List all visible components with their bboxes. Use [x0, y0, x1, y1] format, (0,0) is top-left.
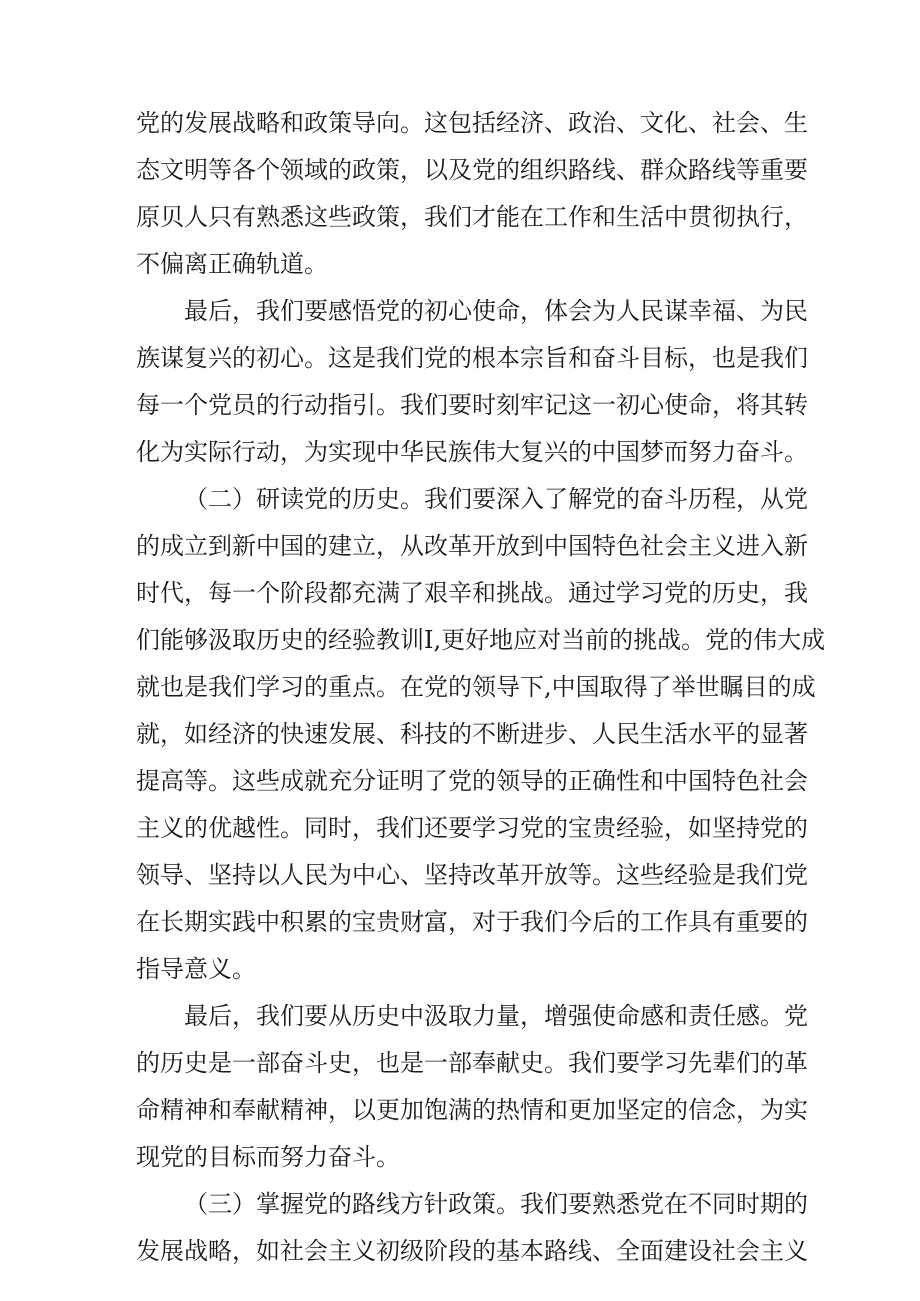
text-line: 提高等。这些成就充分证明了党的领导的正确性和中国特色社会 — [136, 767, 808, 795]
section-heading-line: （三）掌握党的路线方针政策。我们要熟悉党在不同时期的 — [184, 1190, 808, 1218]
text-line: 原贝人只有熟悉这些政策，我们才能在工作和生活中贯彻执行， — [136, 203, 808, 231]
text-line: 就也是我们学习的重点。在党的领导下,中国取得了举世瞩目的成 — [136, 673, 816, 701]
text-line: 族谋复兴的初心。这是我们党的根本宗旨和奋斗目标，也是我们 — [136, 344, 808, 372]
text-line: 命精神和奉献精神，以更加饱满的热情和更加坚定的信念，为实 — [136, 1096, 808, 1124]
text-line: 们能够汲取历史的经验教训I,更好地应对当前的挑战。党的伟大成 — [136, 626, 826, 654]
text-line: 最后，我们要感悟党的初心使命，体会为人民谋幸福、为民 — [184, 297, 808, 325]
text-line: 主义的优越性。同时，我们还要学习党的宝贵经验，如坚持党的 — [136, 814, 808, 842]
text-line: 最后，我们要从历史中汲取力量，增强使命感和责任感。党 — [184, 1002, 808, 1030]
text-line: 党的发展战略和政策导向。这包括经济、政治、文化、社会、生 — [136, 109, 808, 137]
text-line: 就，如经济的快速发展、科技的不断进步、人民生活水平的显著 — [136, 720, 808, 748]
text-line: 领导、坚持以人民为中心、坚持改革开放等。这些经验是我们党 — [136, 861, 808, 889]
text-line: 不偏离正确轨道。 — [136, 250, 328, 278]
text-line: 的历史是一部奋斗史，也是一部奉献史。我们要学习先辈们的革 — [136, 1049, 808, 1077]
text-line: 时代，每一个阶段都充满了艰辛和挑战。通过学习党的历史，我 — [136, 579, 808, 607]
text-line: 的成立到新中国的建立，从改革开放到中国特色社会主义进入新 — [136, 532, 808, 560]
text-line: 化为实际行动，为实现中华民族伟大复兴的中国梦而努力奋斗。 — [136, 438, 808, 466]
text-line: 每一个党员的行动指引。我们要时刻牢记这一初心使命，将其转 — [136, 391, 808, 419]
text-line: 现党的目标而努力奋斗。 — [136, 1143, 400, 1171]
text-line: 发展战略，如社会主义初级阶段的基本路线、全面建设社会主义 — [136, 1237, 808, 1265]
text-line: 在长期实践中积累的宝贵财富，对于我们今后的工作具有重要的 — [136, 908, 808, 936]
text-line: 态文明等各个领域的政策，以及党的组织路线、群众路线等重要 — [136, 156, 808, 184]
section-heading-line: （二）研读党的历史。我们要深入了解党的奋斗历程，从党 — [184, 485, 808, 513]
text-line: 指导意义。 — [136, 955, 256, 983]
